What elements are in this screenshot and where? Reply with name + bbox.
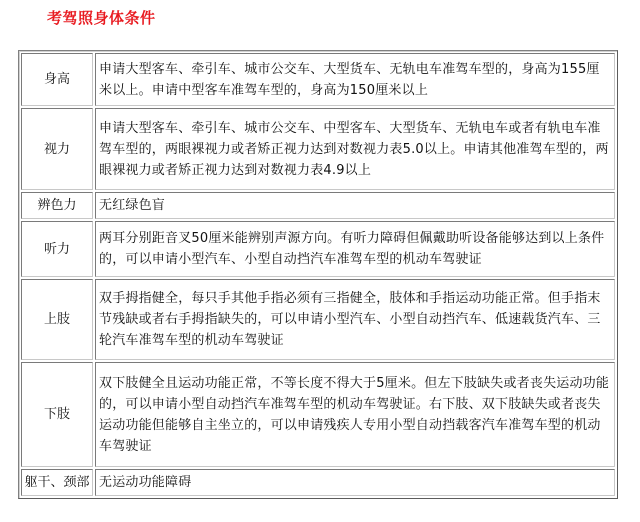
row-label: 身高: [21, 53, 93, 106]
physical-requirements-table: [18, 50, 618, 499]
row-content: 双手拇指健全，每只手其他手指必须有三指健全，肢体和手指运动功能正常。但手指末节残缺或者右手拇指缺失的，可以申请小型汽车、小型自动挡汽车、低速载货汽车、三轮汽车准驾车型的机动车驾驶证: [95, 279, 615, 360]
table-row-color-vision: [21, 192, 615, 219]
table-row-lower-limbs: [21, 362, 615, 467]
row-label: 躯干、颈部: [21, 469, 93, 496]
row-content: 申请大型客车、牵引车、城市公交车、大型货车、无轨电车准驾车型的，身高为155厘米以上。申请中型客车准驾车型的，身高为150厘米以上: [95, 53, 615, 106]
row-content: 无运动功能障碍: [95, 469, 615, 496]
row-content: 申请大型客车、牵引车、城市公交车、中型客车、大型货车、无轨电车或者有轨电车准驾车型的，两眼裸视力或者矫正视力达到对数视力表5.0以上。申请其他准驾车型的，两眼裸视力或者矫正视力达到对数视力表4.9以上: [95, 108, 615, 190]
page-title: 考驾照身体条件: [47, 9, 156, 27]
row-label: 下肢: [21, 362, 93, 467]
row-content: 双下肢健全且运动功能正常，不等长度不得大于5厘米。但左下肢缺失或者丧失运动功能的，可以申请小型自动挡汽车准驾车型的机动车驾驶证。右下肢、双下肢缺失或者丧失运动功能但能够自主坐立的，可以申请残疾人专用小型自动挡载客汽车准驾车型的机动车驾驶证: [95, 362, 615, 467]
row-label: 听力: [21, 221, 93, 277]
row-label: 上肢: [21, 279, 93, 360]
table-row-vision: [21, 108, 615, 190]
table-row-hearing: [21, 221, 615, 277]
row-content: 无红绿色盲: [95, 192, 615, 219]
row-label: 辨色力: [21, 192, 93, 219]
table-row-upper-limbs: [21, 279, 615, 360]
table-row-height: [21, 53, 615, 106]
row-content: 两耳分别距音叉50厘米能辨别声源方向。有听力障碍但佩戴助听设备能够达到以上条件的，可以申请小型汽车、小型自动挡汽车准驾车型的机动车驾驶证: [95, 221, 615, 277]
row-label: 视力: [21, 108, 93, 190]
table-row-trunk-neck: [21, 469, 615, 496]
